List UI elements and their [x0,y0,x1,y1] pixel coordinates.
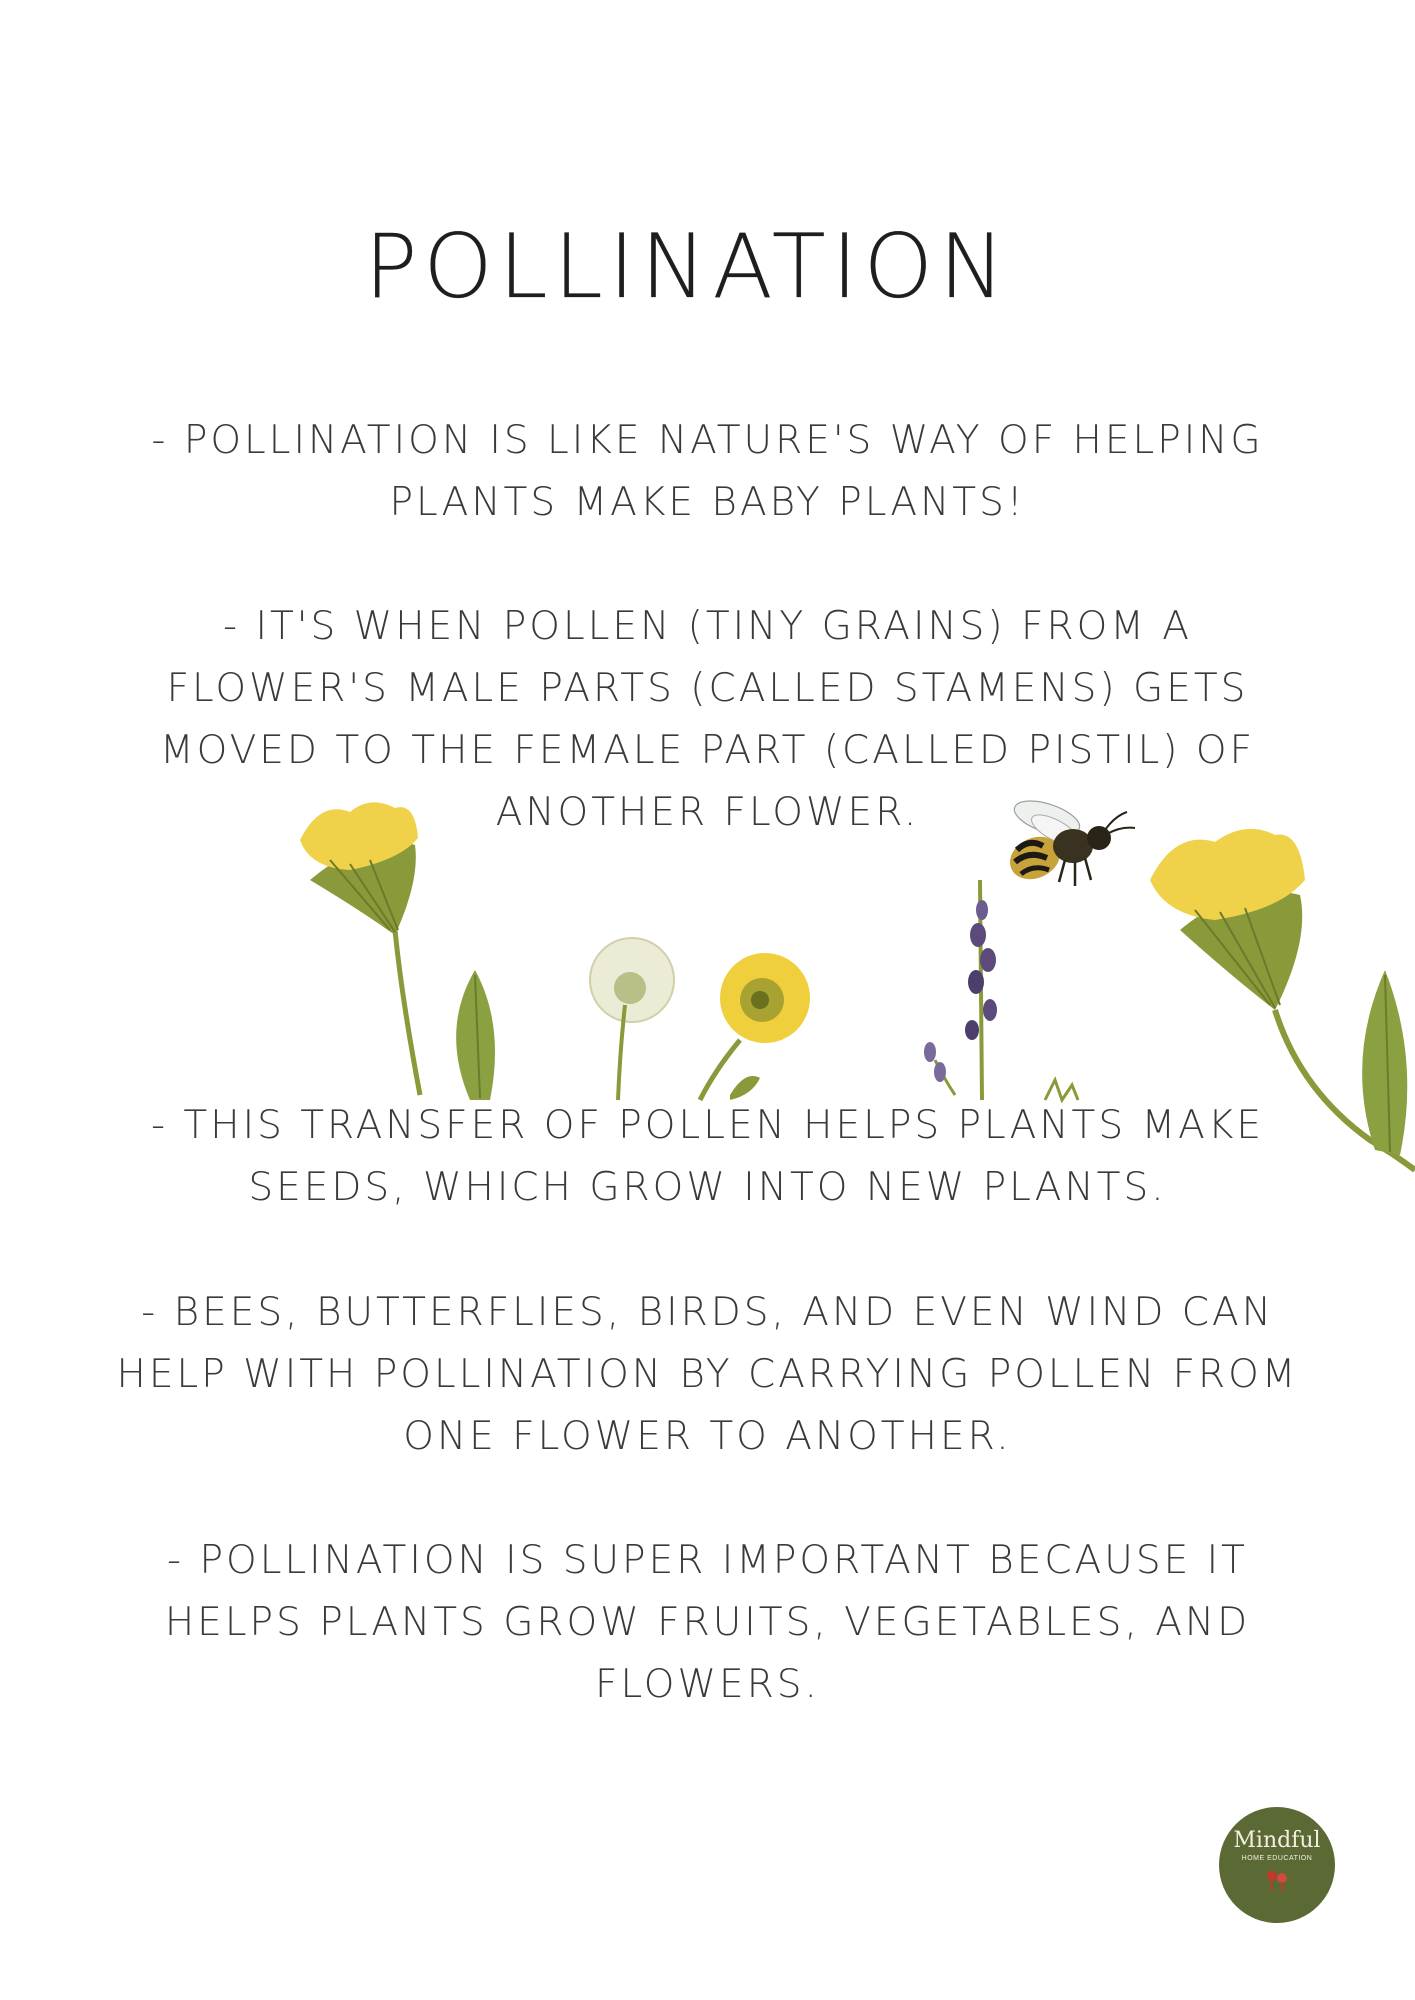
paragraph-seeds: - THIS TRANSFER OF POLLEN HELPS PLANTS MAKE SEEDS, WHICH GROW INTO NEW PLANTS. [150,1103,1265,1210]
paragraph-definition: - POLLINATION IS LIKE NATURE'S WAY OF HELPING PLANTS MAKE BABY PLANTS! [151,418,1264,525]
leaf-icon [1362,970,1407,1155]
lavender-icon [924,880,1078,1100]
page-title: POLLINATION [364,215,1011,318]
sunflower-icon [700,953,810,1100]
yellow-flower-icon [300,802,420,1095]
dandelion-icon [590,938,674,1100]
logo-name: Mindful [1233,1828,1321,1853]
leaf-icon [456,970,495,1100]
brand-logo [1219,1807,1335,1923]
paragraph-pollinators: - BEES, BUTTERFLIES, BIRDS, AND EVEN WIND CAN HELP WITH POLLINATION BY CARRYING POLLEN FROM ONE FLOWER TO ANOTHER. [116,1290,1299,1459]
flower-icon [1262,1866,1292,1892]
paragraph-importance: - POLLINATION IS SUPER IMPORTANT BECAUSE IT HELPS PLANTS GROW FRUITS, VEGETABLES, AND FLOWERS. [164,1538,1251,1707]
logo-subtitle: HOME EDUCATION [1241,1855,1313,1862]
paragraph-process: - IT'S WHEN POLLEN (TINY GRAINS) FROM A FLOWER'S MALE PARTS (CALLED STAMENS) GETS MOVED TO THE FEMALE PART (CALLED PISTIL) OF ANOTHER FLOWER. [159,604,1256,835]
